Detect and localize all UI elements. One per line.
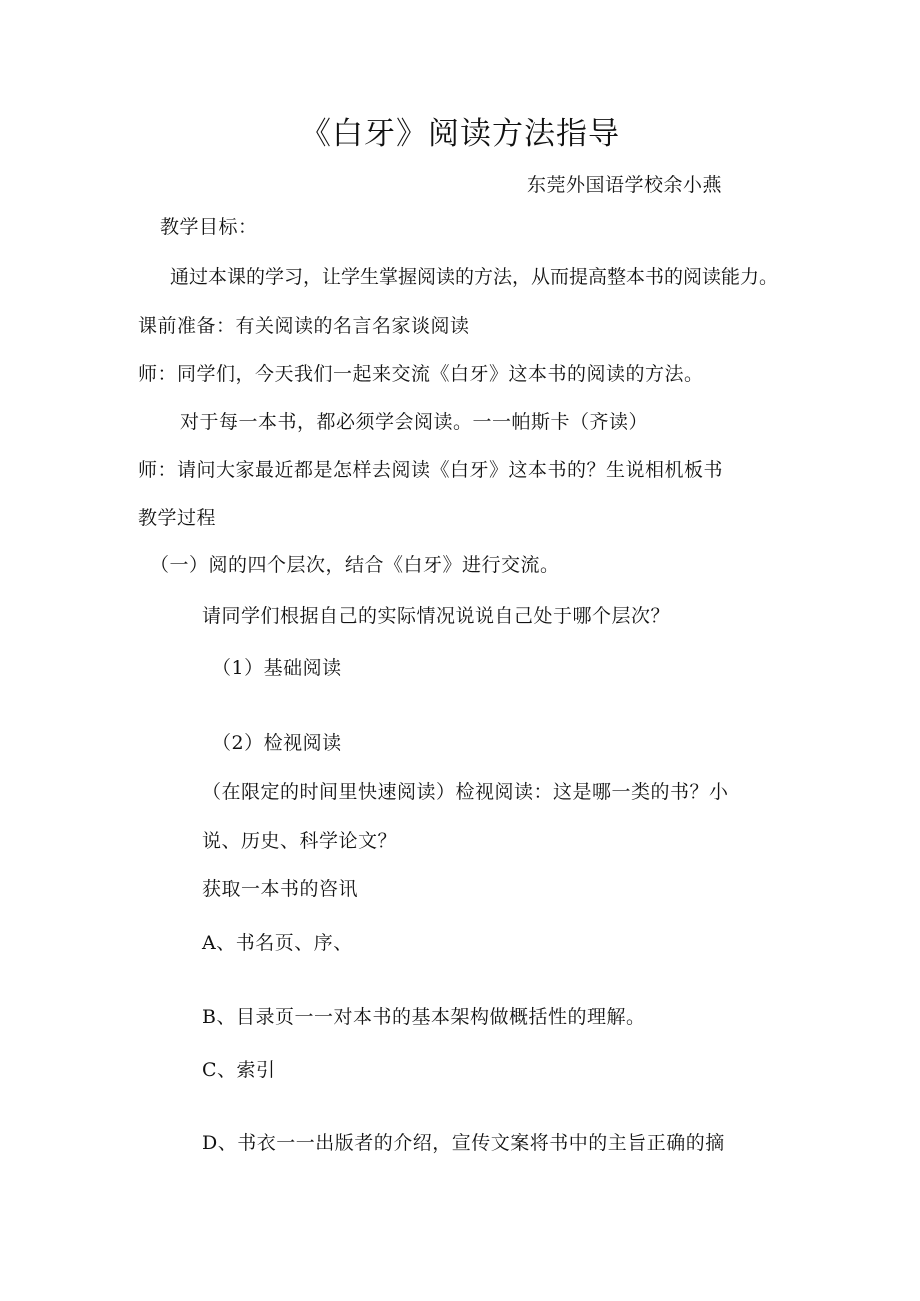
teacher-intro-line: 师：同学们，今天我们一起来交流《白牙》这本书的阅读的方法。 [138,363,704,385]
teacher-question-line: 师：请问大家最近都是怎样去阅读《白牙》这本书的？生说相机板书 [138,459,724,481]
item-b-line: B、目录页一一对本书的基本架构做概括性的理解。 [202,1006,646,1028]
author-line: 东莞外国语学校余小燕 [527,174,723,196]
teaching-goals-text: 通过本课的学习，让学生掌握阅读的方法，从而提高整本书的阅读能力。 [170,266,779,288]
teaching-goals-heading: 教学目标： [160,216,258,238]
process-heading: 教学过程 [138,507,217,529]
prompt-line: 请同学们根据自己的实际情况说说自己处于哪个层次？ [202,605,671,627]
preparation-line: 课前准备：有关阅读的名言名家谈阅读 [138,315,470,337]
inspection-line-1: （在限定的时间里快速阅读）检视阅读：这是哪一类的书？小 [202,781,729,803]
section-one-heading: （一）阅的四个层次，结合《白牙》进行交流。 [150,554,560,576]
inspection-line-2: 说、历史、科学论文？ [202,830,398,852]
item-c-line: C、索引 [202,1059,276,1081]
quote-line: 对于每一本书，都必须学会阅读。一一帕斯卡（齐读） [180,411,649,433]
info-line: 获取一本书的咨讯 [202,878,359,900]
item-d-line: D、书衣一一出版者的介绍，宣传文案将书中的主旨正确的摘 [202,1132,725,1154]
level-one-line: （1）基础阅读 [212,657,342,679]
item-a-line: A、书名页、序、 [202,932,353,954]
document-title: 《白牙》阅读方法指导 [300,116,620,152]
level-two-line: （2）检视阅读 [212,732,342,754]
